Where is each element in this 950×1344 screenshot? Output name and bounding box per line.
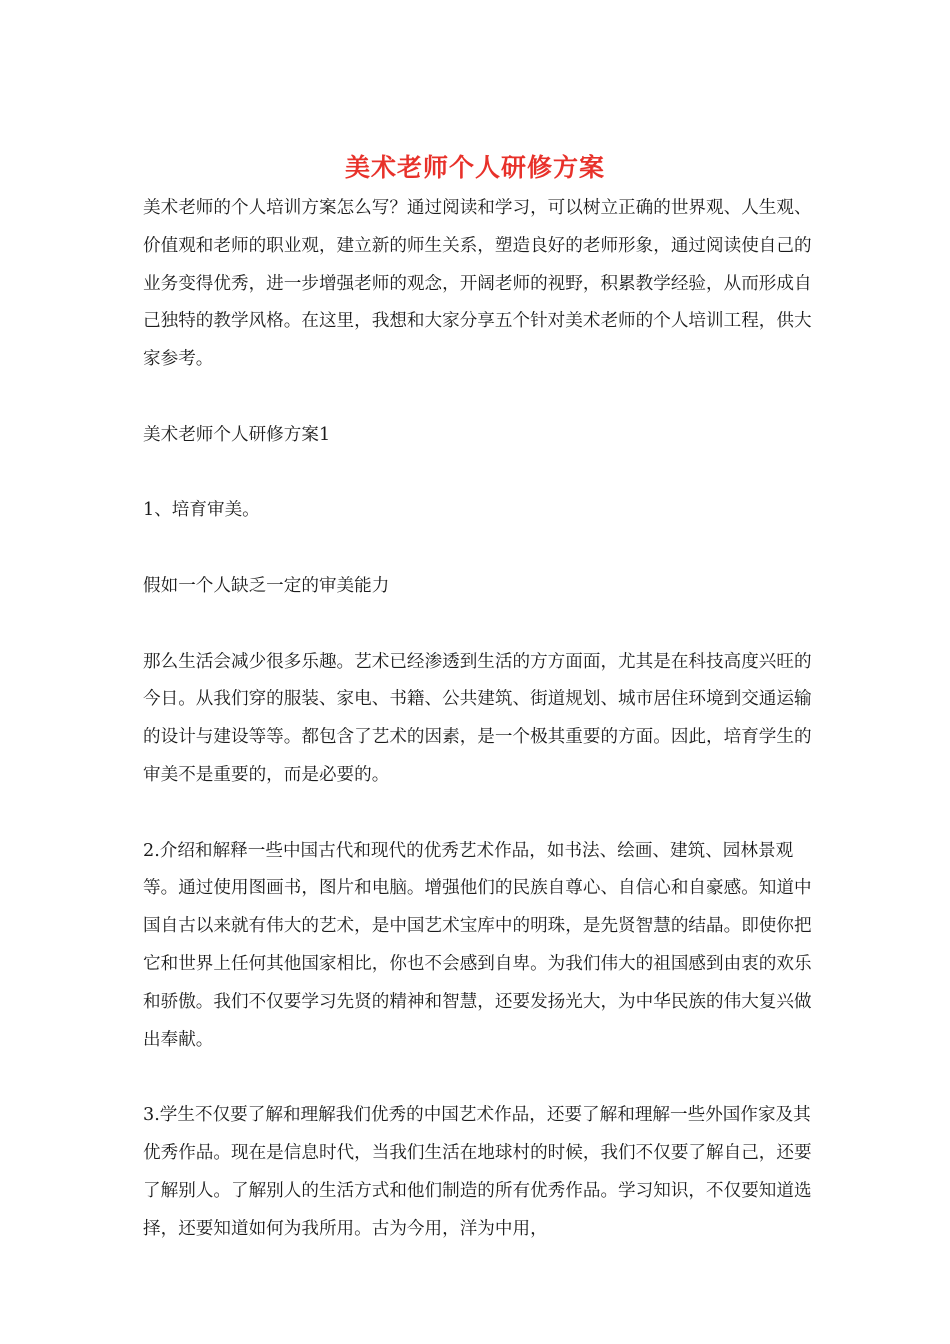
section-heading: 美术老师个人研修方案1 [143, 424, 331, 445]
document-body [143, 190, 823, 1286]
document-title: 美术老师个人研修方案 [344, 153, 605, 182]
body-paragraph: 假如一个人缺乏一定的审美能力 [143, 575, 390, 596]
point-heading: 1、培育审美。 [143, 500, 260, 521]
intro-paragraph: 美术老师的个人培训方案怎么写？通过阅读和学习，可以树立正确的世界观、人生观、价值观和老师的职业观，建立新的师生关系，塑造良好的老师形象，通过阅读使自己的业务变得优秀，进一步增强老师的观念，开阔老师的视野，积累教学经验，从而形成自己独特的教学风格。在这里，我想和大家分享五个针对美术老师的个人培训工程，供大家参考。 [143, 198, 812, 370]
body-paragraph: 3.学生不仅要了解和理解我们优秀的中国艺术作品，还要了解和理解一些外国作家及其优秀作品。现在是信息时代，当我们生活在地球村的时候，我们不仅要了解自己，还要了解别人。了解别人的生活方式和他们制造的所有优秀作品。学习知识，不仅要知道选择，还要知道如何为我所用。古为今用，洋为中用， [143, 1105, 812, 1239]
body-paragraph: 2.介绍和解释一些中国古代和现代的优秀艺术作品，如书法、绘画、建筑、园林景观等。通过使用图画书，图片和电脑。增强他们的民族自尊心、自信心和自豪感。知道中国自古以来就有伟大的艺术，是中国艺术宝库中的明珠，是先贤智慧的结晶。即使你把它和世界上任何其他国家相比，你也不会感到自卑。为我们伟大的祖国感到由衷的欢乐和骄傲。我们不仅要学习先贤的精神和智慧，还要发扬光大，为中华民族的伟大复兴做出奉献。 [143, 840, 812, 1050]
body-paragraph: 那么生活会减少很多乐趣。艺术已经渗透到生活的方方面面，尤其是在科技高度兴旺的今日。从我们穿的服装、家电、书籍、公共建筑、街道规划、城市居住环境到交通运输的设计与建设等等。都包含了艺术的因素，是一个极其重要的方面。因此，培育学生的审美不是重要的，而是必要的。 [143, 651, 812, 785]
